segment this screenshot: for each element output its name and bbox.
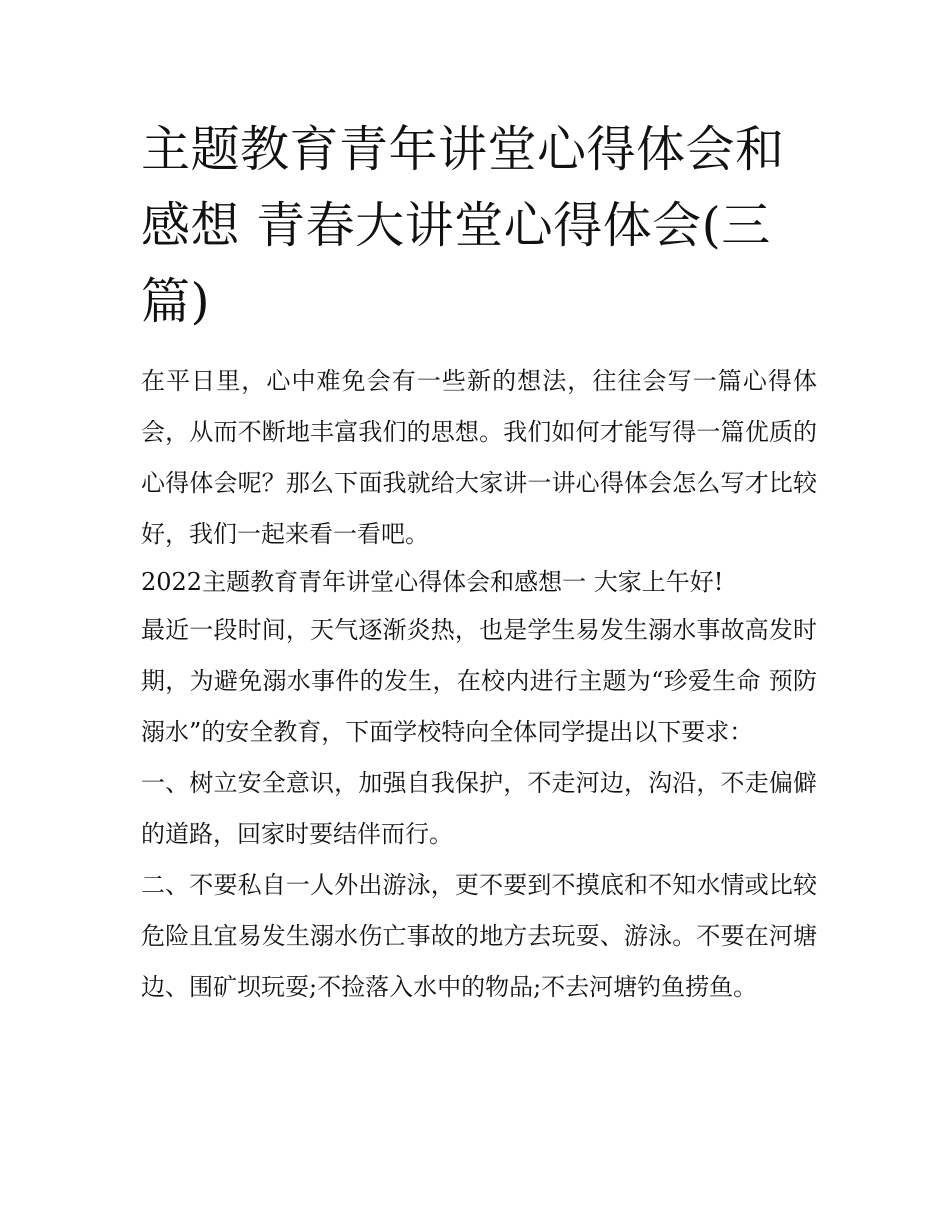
document-body bbox=[141, 356, 817, 1013]
document-title: 主题教育青年讲堂心得体会和感想 青春大讲堂心得体会(三篇) bbox=[141, 121, 785, 330]
intro-paragraph: 在平日里，心中难免会有一些新的想法，往往会写一篇心得体会，从而不断地丰富我们的思想。我们如何才能写得一篇优质的心得体会呢？那么下面我就给大家讲一讲心得体会怎么写才比较好，我们一起来看一看吧。 bbox=[141, 367, 817, 548]
document-content bbox=[141, 112, 817, 1013]
list-item-paragraph: 一、树立安全意识，加强自我保护，不走河边，沟沿，不走偏僻的道路，回家时要结伴而行。 bbox=[141, 769, 817, 848]
list-item-paragraph: 二、不要私自一人外出游泳，更不要到不摸底和不知水情或比较危险且宜易发生溺水伤亡事故的地方去玩耍、游泳。不要在河塘边、围矿坝玩耍;不捡落入水中的物品;不去河塘钓鱼捞鱼。 bbox=[141, 871, 817, 1001]
section-heading-paragraph: 2022主题教育青年讲堂心得体会和感想一 大家上午好! bbox=[141, 568, 724, 596]
body-paragraph: 最近一段时间，天气逐渐炎热，也是学生易发生溺水事故高发时期，为避免溺水事件的发生，在校内进行主题为“珍爱生命 预防溺水”的安全教育，下面学校特向全体同学提出以下要求： bbox=[141, 616, 817, 746]
